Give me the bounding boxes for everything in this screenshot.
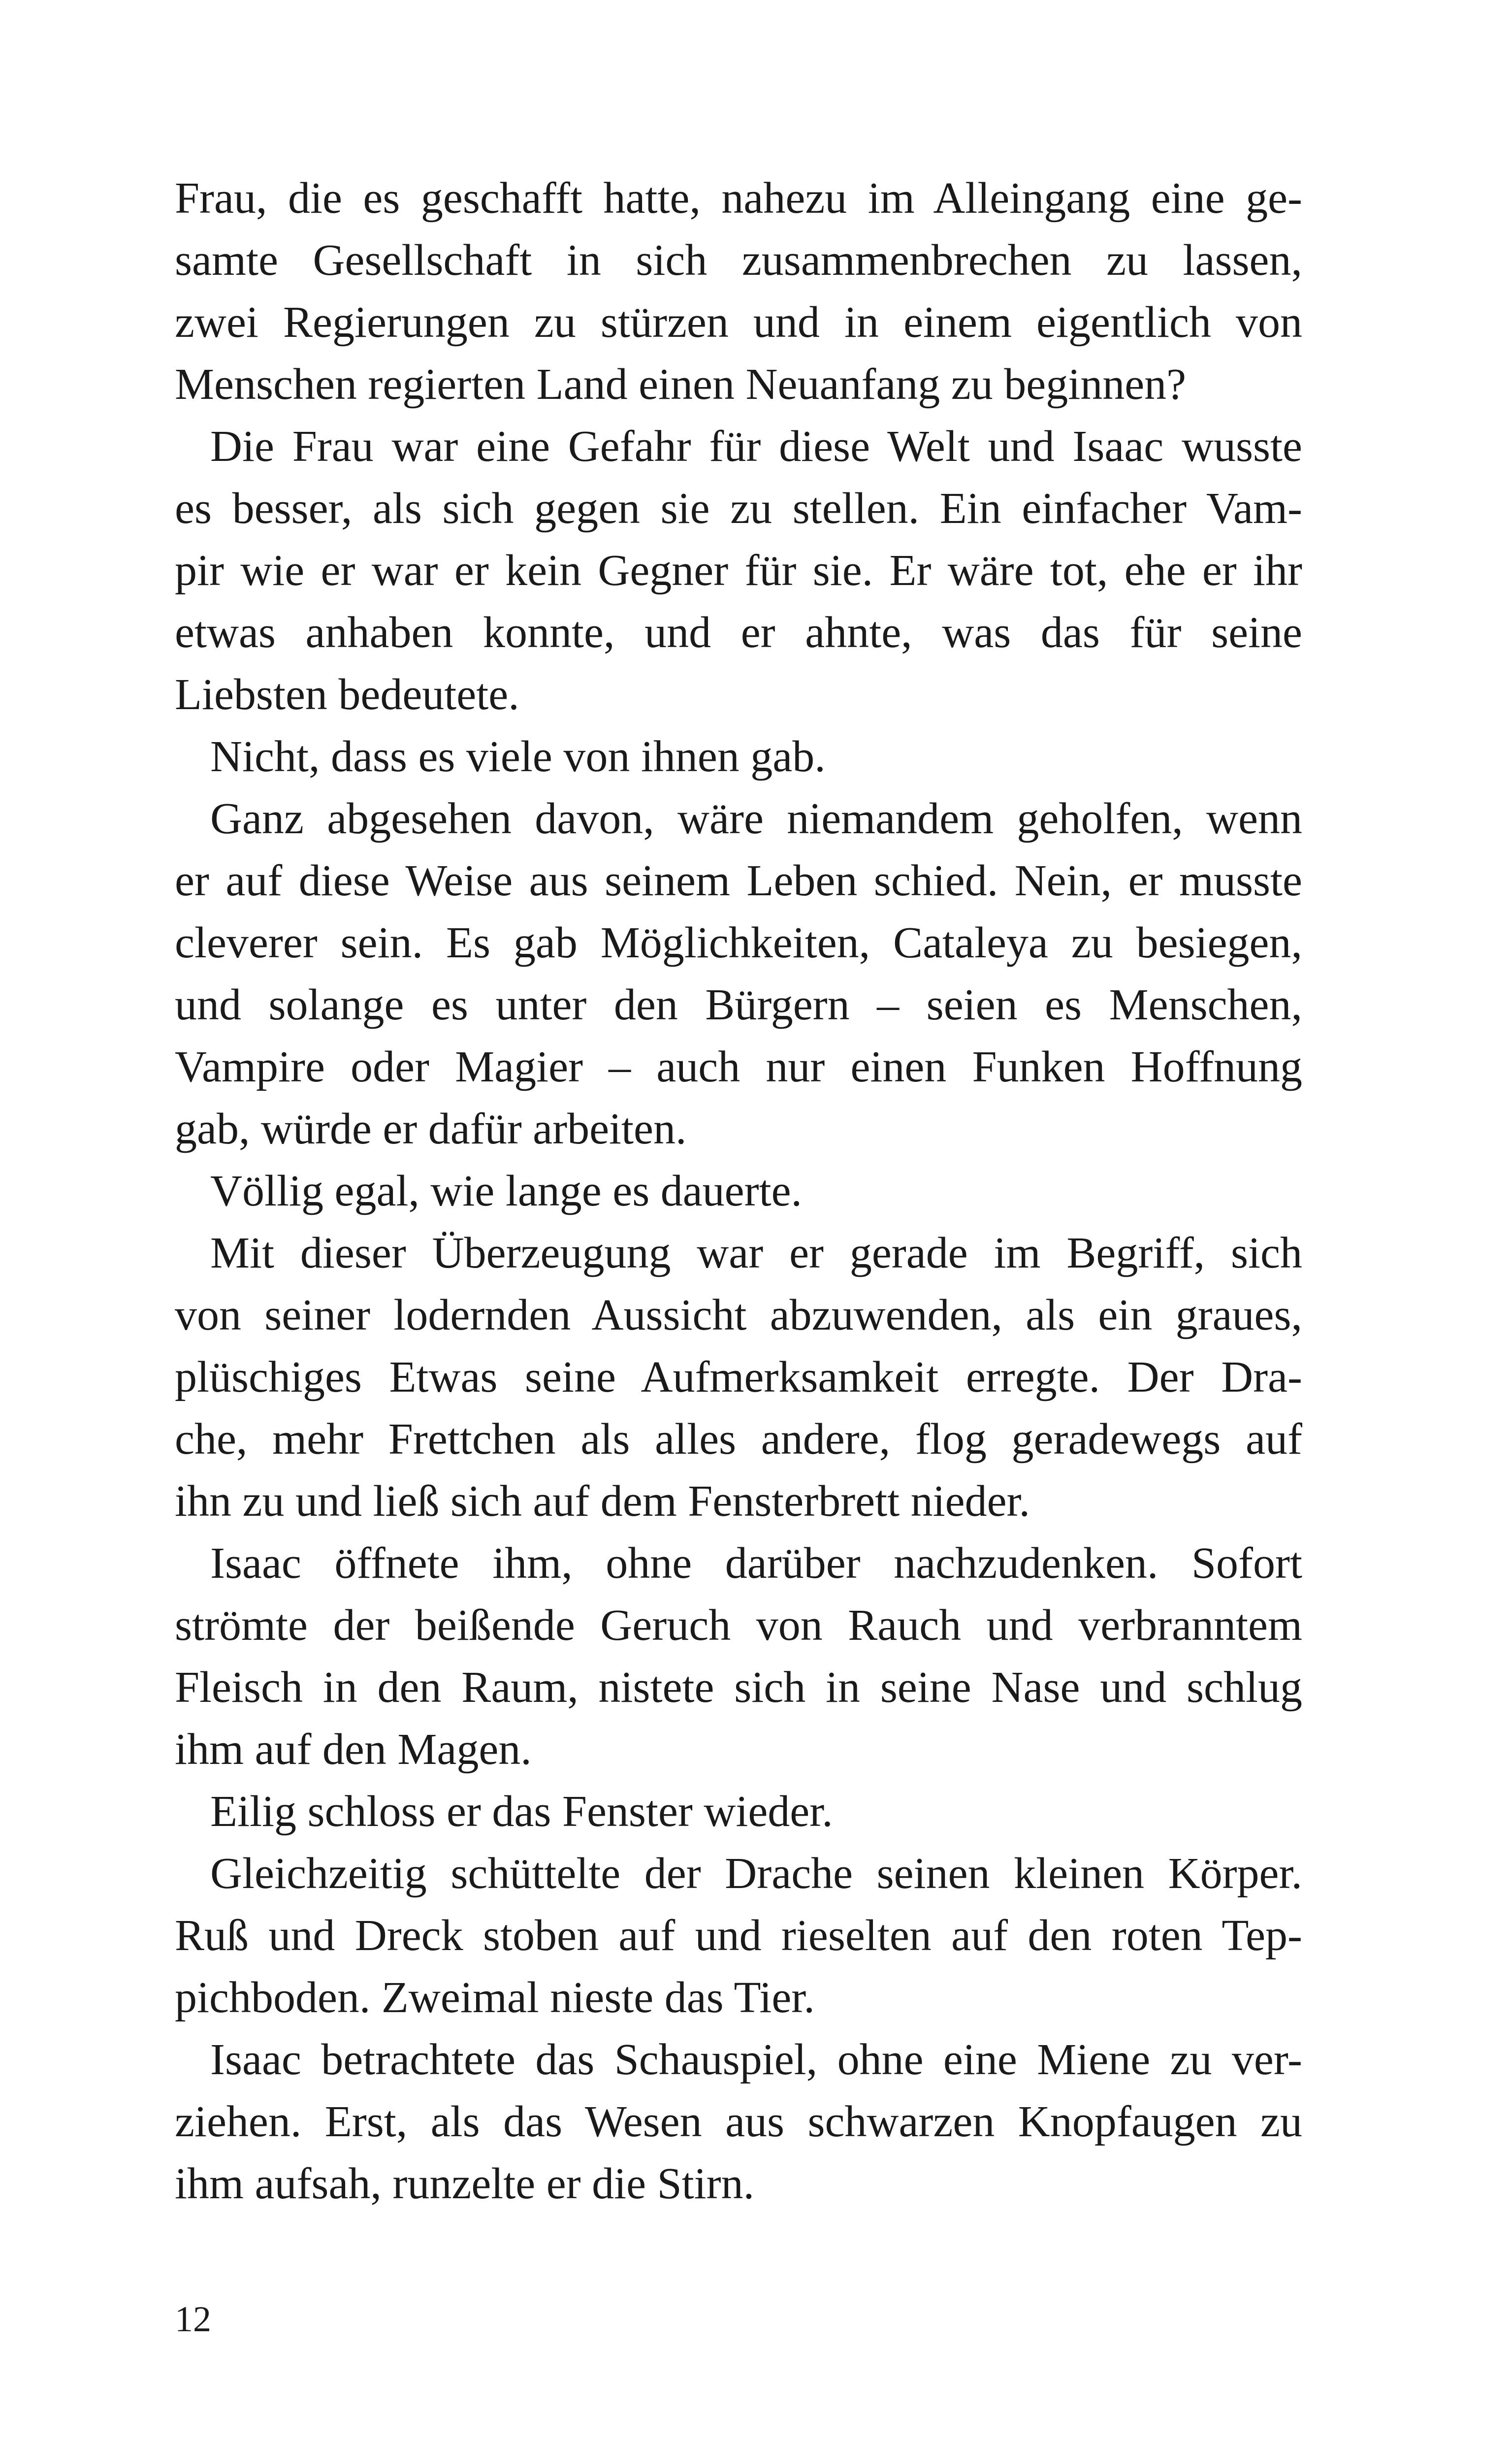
text-line: Menschen regierten Land einen Neuanfang zu beginnen? xyxy=(175,360,1187,409)
text-line: Völlig egal, wie lange es dauerte. xyxy=(210,1167,803,1215)
text-line: Nicht, dass es viele von ihnen gab. xyxy=(210,732,826,781)
text-line: ihn zu und ließ sich auf dem Fensterbrett nieder. xyxy=(175,1477,1030,1526)
text-line: Eilig schloss er das Fenster wieder. xyxy=(210,1787,833,1836)
text-line: Ganz abgesehen davon, wäre niemandem geholfen, wenn xyxy=(210,794,1302,843)
text-line: Mit dieser Überzeugung war er gerade im Begriff, sich xyxy=(210,1229,1302,1277)
text-line: cleverer sein. Es gab Möglichkeiten, Cataleya zu besiegen, xyxy=(175,918,1302,967)
text-line: und solange es unter den Bürgern – seien es Menschen, xyxy=(175,980,1302,1029)
text-line: er auf diese Weise aus seinem Leben schied. Nein, er musste xyxy=(175,856,1302,905)
body-text xyxy=(175,167,1302,2215)
text-line: Fleisch in den Raum, nistete sich in seine Nase und schlug xyxy=(175,1663,1302,1712)
text-line: zwei Regierungen zu stürzen und in einem eigentlich von xyxy=(175,298,1302,347)
text-line: Die Frau war eine Gefahr für diese Welt und Isaac wusste xyxy=(210,422,1302,471)
text-line: pir wie er war er kein Gegner für sie. Er wäre tot, ehe er ihr xyxy=(175,546,1302,595)
text-line: ihm auf den Magen. xyxy=(175,1725,532,1774)
text-line: Liebsten bedeutete. xyxy=(175,670,519,719)
text-line: pichboden. Zweimal nieste das Tier. xyxy=(175,1973,815,2022)
text-line: ziehen. Erst, als das Wesen aus schwarzen Knopfaugen zu xyxy=(175,2097,1302,2146)
text-line: Isaac öffnete ihm, ohne darüber nachzudenken. Sofort xyxy=(210,1539,1302,1588)
text-line: ihm aufsah, runzelte er die Stirn. xyxy=(175,2159,755,2208)
text-line: Vampire oder Magier – auch nur einen Funken Hoffnung xyxy=(175,1042,1302,1091)
text-line: Isaac betrachtete das Schauspiel, ohne eine Miene zu ver- xyxy=(210,2035,1302,2084)
text-line: strömte der beißende Geruch von Rauch und verbranntem xyxy=(175,1601,1302,1650)
text-line: es besser, als sich gegen sie zu stellen. Ein einfacher Vam- xyxy=(175,484,1302,533)
text-line: samte Gesellschaft in sich zusammenbrechen zu lassen, xyxy=(175,236,1302,285)
text-line: Frau, die es geschafft hatte, nahezu im Alleingang eine ge- xyxy=(175,174,1302,223)
text-line: Gleichzeitig schüttelte der Drache seinen kleinen Körper. xyxy=(210,1849,1302,1898)
text-line: Ruß und Dreck stoben auf und rieselten auf den roten Tep- xyxy=(175,1911,1302,1960)
page-number: 12 xyxy=(175,2299,211,2340)
text-line: von seiner lodernden Aussicht abzuwenden, als ein graues, xyxy=(175,1291,1302,1339)
text-line: etwas anhaben konnte, und er ahnte, was das für seine xyxy=(175,608,1302,657)
text-line: che, mehr Frettchen als alles andere, flog geradewegs auf xyxy=(175,1415,1302,1464)
text-line: gab, würde er dafür arbeiten. xyxy=(175,1105,687,1153)
text-line: plüschiges Etwas seine Aufmerksamkeit erregte. Der Dra- xyxy=(175,1353,1302,1401)
